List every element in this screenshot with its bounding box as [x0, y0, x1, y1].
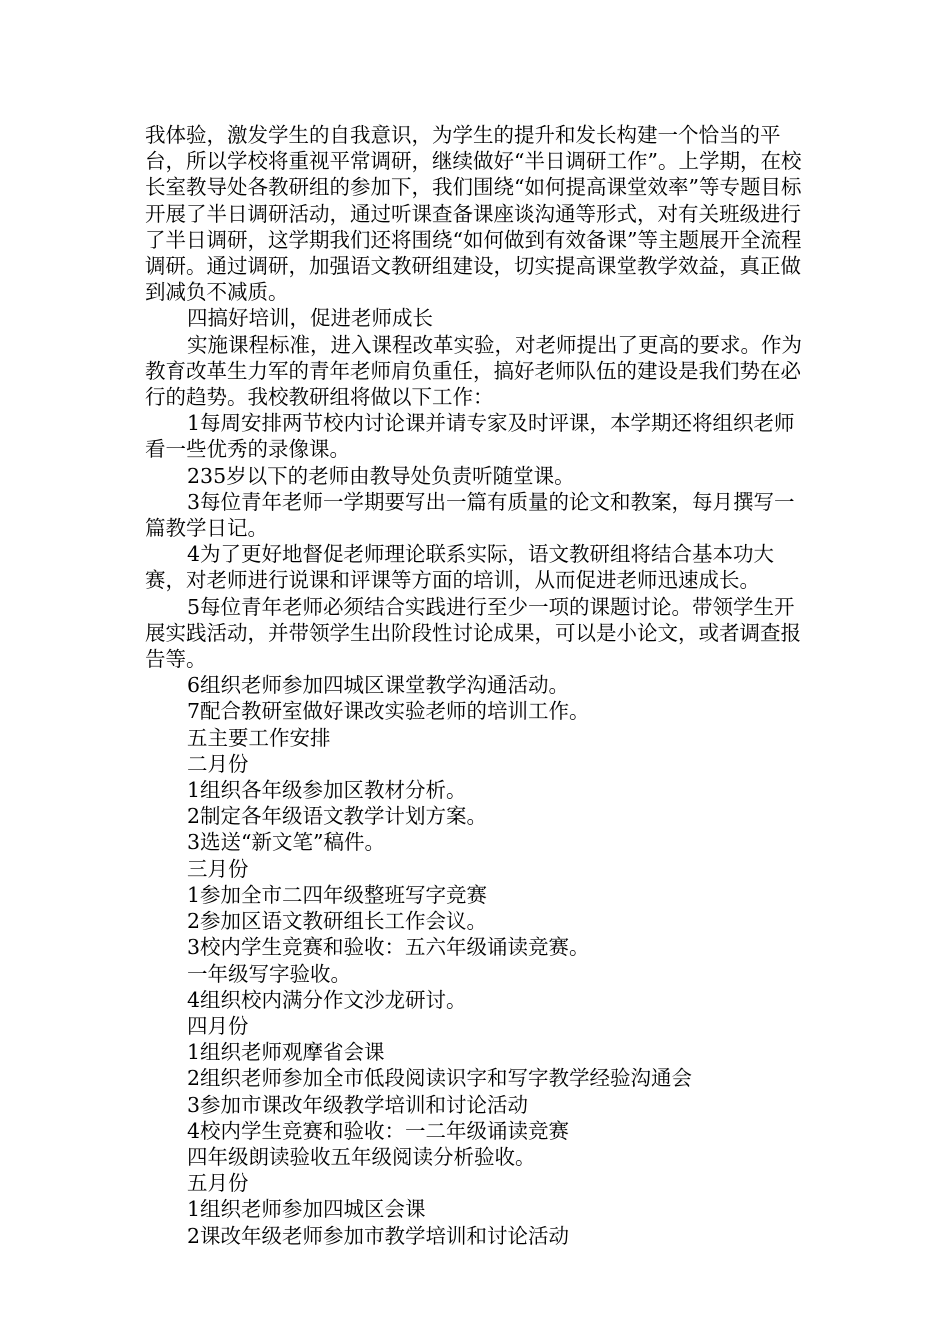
paragraph: 235岁以下的老师由教导处负责听随堂课。: [187, 463, 575, 488]
paragraph: 一年级写字验收。: [187, 961, 351, 986]
paragraph: 四搞好培训，促进老师成长: [187, 306, 433, 331]
paragraph: 3校内学生竞赛和验收：五六年级诵读竞赛。: [187, 935, 590, 960]
paragraph: 四月份: [187, 1013, 249, 1038]
paragraph: 2参加区语文教研组长工作会议。: [187, 909, 488, 934]
paragraph: 4校内学生竞赛和验收：一二年级诵读竞赛: [187, 1118, 570, 1143]
paragraph: 5每位青年老师必须结合实践进行至少一项的课题讨论。带领学生开展实践活动，并带领学生出阶段性讨论成果，可以是小论文，或者调查报告等。: [145, 594, 801, 672]
paragraph: 1组织各年级参加区教材分析。: [187, 778, 467, 803]
paragraph: 五月份: [187, 1171, 249, 1196]
paragraph: 四年级朗读验收五年级阅读分析验收。: [187, 1144, 536, 1169]
paragraph: 1组织老师观摩省会课: [187, 1040, 385, 1065]
paragraph: 3选送“新文笔”稿件。: [187, 830, 386, 855]
paragraph: 1组织老师参加四城区会课: [187, 1197, 426, 1222]
paragraph: 3每位青年老师一学期要写出一篇有质量的论文和教案，每月撰写一篇教学日记。: [145, 489, 795, 541]
paragraph: 五主要工作安排: [187, 725, 331, 750]
paragraph: 7配合教研室做好课改实验老师的培训工作。: [187, 699, 590, 724]
paragraph: 4为了更好地督促老师理论联系实际，语文教研组将结合基本功大赛，对老师进行说课和评课等方面的培训，从而促进老师迅速成长。: [145, 542, 775, 593]
paragraph: 2制定各年级语文教学计划方案。: [187, 804, 488, 829]
paragraph: 实施课程标准，进入课程改革实验，对老师提出了更高的要求。作为教育改革生力军的青年老师肩负重任，搞好老师队伍的建设是我们势在必行的趋势。我校教研组将做以下工作：: [145, 332, 802, 410]
paragraph: 3参加市课改年级教学培训和讨论活动: [187, 1092, 529, 1117]
paragraph: 6组织老师参加四城区课堂教学沟通活动。: [187, 673, 570, 698]
paragraph: 2课改年级老师参加市教学培训和讨论活动: [187, 1223, 570, 1248]
paragraph: 1参加全市二四年级整班写字竞赛: [187, 882, 488, 907]
paragraph: 三月份: [187, 856, 249, 881]
paragraph: 1每周安排两节校内讨论课并请专家及时评课，本学期还将组织老师看一些优秀的录像课。: [145, 411, 795, 462]
paragraph: 4组织校内满分作文沙龙研讨。: [187, 987, 467, 1012]
document-body: [145, 122, 810, 1249]
paragraph: 二月份: [187, 751, 249, 776]
paragraph: 2组织老师参加全市低段阅读识字和写字教学经验沟通会: [187, 1066, 693, 1091]
paragraph: 我体验，激发学生的自我意识，为学生的提升和发长构建一个恰当的平台，所以学校将重视平常调研，继续做好“半日调研工作”。上学期，在校长室教导处各教研组的参加下，我们围绕“如何提高课堂效率”等专题目标开展了半日调研活动，通过听课查备课座谈沟通等形式，对有关班级进行了半日调研，这学期我们还将围绕“如何做到有效备课”等主题展开全流程调研。通过调研，加强语文教研组建设，切实提高课堂教学效益，真正做到减负不减质。: [145, 123, 802, 305]
